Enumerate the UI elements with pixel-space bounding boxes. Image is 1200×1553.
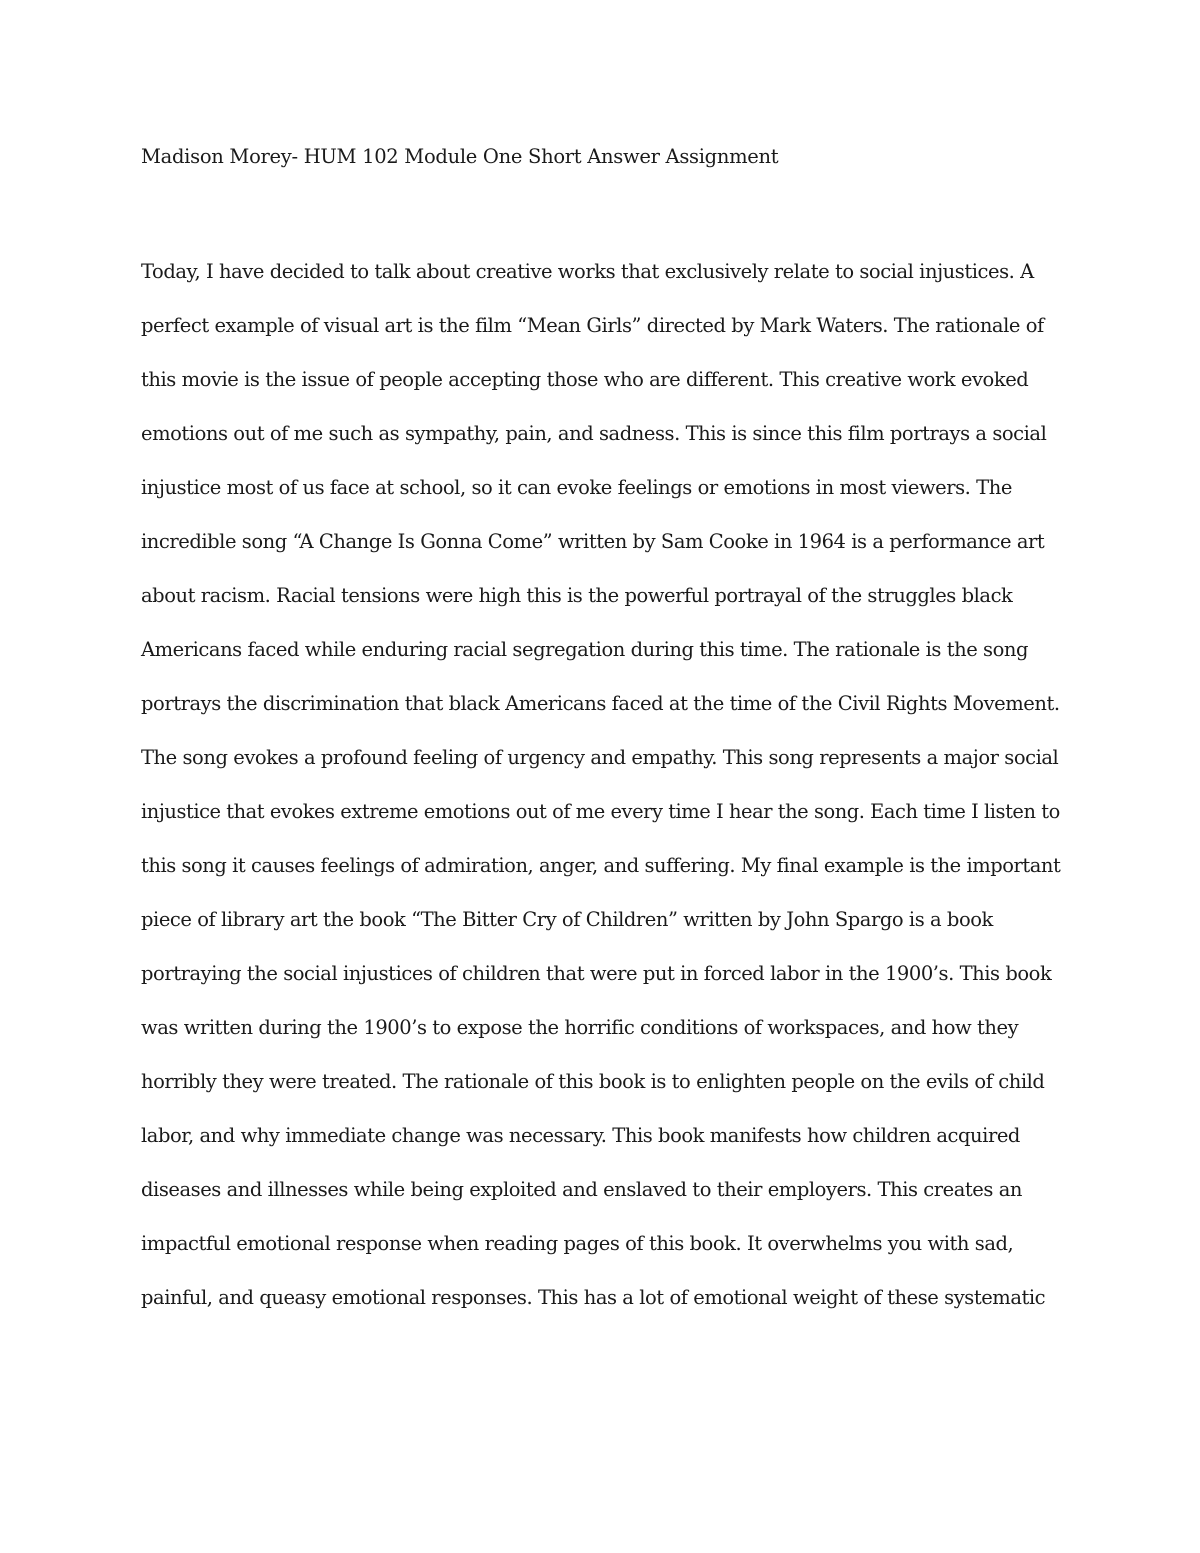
body-line: portraying the social injustices of children that were put in forced labor in the 1900’s. This book [141, 962, 1052, 985]
body-line: emotions out of me such as sympathy, pain, and sadness. This is since this film portrays a social [141, 422, 1047, 445]
body-line: injustice most of us face at school, so it can evoke feelings or emotions in most viewers. The [141, 476, 1012, 499]
body-line: this song it causes feelings of admiration, anger, and suffering. My final example is the important [141, 854, 1061, 877]
body-line: The song evokes a profound feeling of urgency and empathy. This song represents a major social [141, 746, 1059, 769]
body-line: this movie is the issue of people accepting those who are different. This creative work evoked [141, 368, 1029, 391]
body-line: impactful emotional response when reading pages of this book. It overwhelms you with sad, [141, 1232, 1014, 1255]
body-line: Americans faced while enduring racial segregation during this time. The rationale is the song [141, 638, 1029, 661]
body-line: portrays the discrimination that black Americans faced at the time of the Civil Rights Movement. [141, 692, 1060, 715]
body-line: diseases and illnesses while being exploited and enslaved to their employers. This creates an [141, 1178, 1022, 1201]
document-title: Madison Morey- HUM 102 Module One Short Answer Assignment [141, 145, 779, 168]
body-line: incredible song “A Change Is Gonna Come” written by Sam Cooke in 1964 is a performance art [141, 530, 1045, 553]
body-line: painful, and queasy emotional responses. This has a lot of emotional weight of these systematic [141, 1286, 1046, 1309]
body-line: about racism. Racial tensions were high this is the powerful portrayal of the struggles black [141, 584, 1013, 607]
body-line: perfect example of visual art is the film “Mean Girls” directed by Mark Waters. The rationale of [141, 314, 1044, 337]
body-line: piece of library art the book “The Bitter Cry of Children” written by John Spargo is a book [141, 908, 993, 931]
body-line: was written during the 1900’s to expose the horrific conditions of workspaces, and how they [141, 1016, 1019, 1039]
body-line: injustice that evokes extreme emotions out of me every time I hear the song. Each time I listen to [141, 800, 1060, 823]
body-line: labor, and why immediate change was necessary. This book manifests how children acquired [141, 1124, 1020, 1147]
body-line: Today, I have decided to talk about creative works that exclusively relate to social injustices. A [141, 260, 1034, 283]
body-line: horribly they were treated. The rationale of this book is to enlighten people on the evils of child [141, 1070, 1045, 1093]
